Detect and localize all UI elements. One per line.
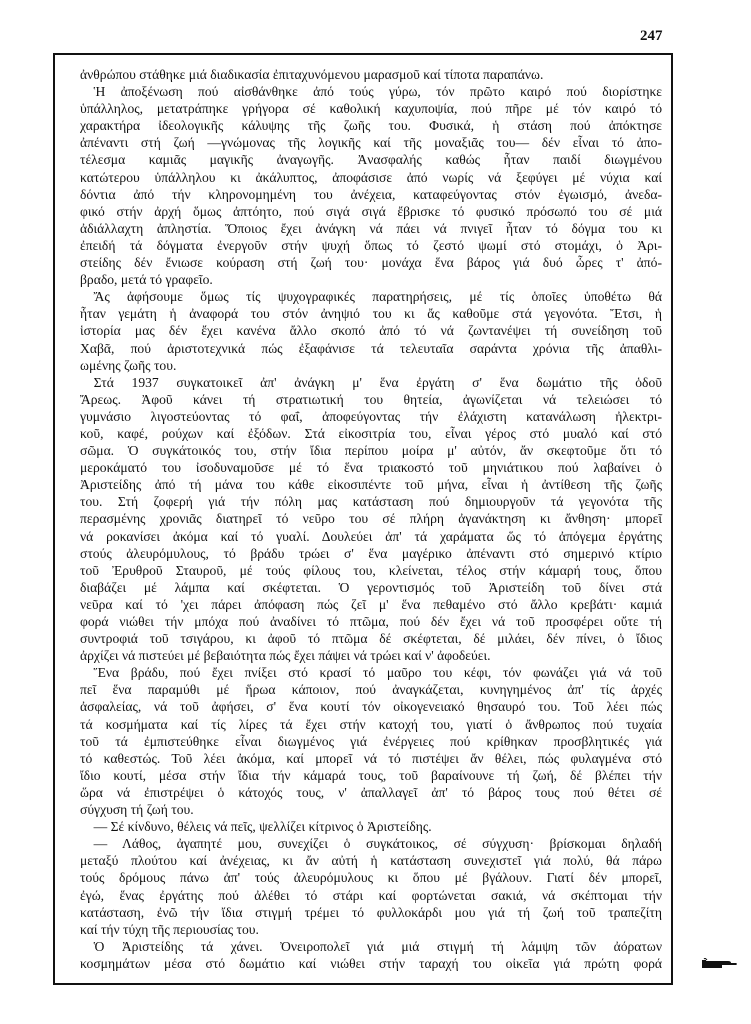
text-line: Ὁ Ἀριστείδης τά χάνει. Ὀνειροπολεῖ γιά μιά στιγμή τή λάμψη τῶν ἀόρατων: [80, 938, 662, 954]
text-line: κοσμημάτων μέσα στό δωμάτιο καί νιώθει στήν ταραχή του οἰκεῖα γιά πρώτη φορά: [80, 955, 662, 971]
text-line: τέλεσμα καμιᾶς μαγικῆς ἀναγωγῆς. Ἀνασφαλής καθώς ἦταν παιδί διωγμένου: [80, 152, 662, 168]
text-line: ἀρχίζει νά πιστεύει μέ βεβαιότητα πώς ἔχει πάψει νά τρώει καί ν' ἀφοδεύει.: [80, 648, 491, 664]
text-line: ωμένης ζωῆς του.: [80, 357, 177, 373]
text-line: τοῦ Ἐρυθροῦ Σταυροῦ, μέ τούς φίλους του, κλείνεται, τέλος στήν κάμαρή τους, ὅπου: [80, 562, 662, 578]
text-line: ἐπειδή τά δόγματα ἐνεργοῦν στήν ψυχή ὅπως τό ζεστό ψωμί στό στομάχι, ὁ Ἀρι-: [80, 237, 662, 253]
text-line: νεῦρα καί τό 'χει πάρει ἀπόφαση πώς ζεῖ μ' ἕνα πεθαμένο στό ἄλλο κρεβάτι· καμιά: [80, 596, 662, 612]
text-line: ἀπέναντι στή ζωή —γνώμονας τῆς λογικῆς καί τῆς μοναξιᾶς του— δέν εἶναι τό ἀπο-: [80, 135, 662, 151]
text-line: κοῦ, καφέ, ρούχων καί ἐξόδων. Στά εἰκοσιτρία του, εἶναι γέρος στό μυαλό καί στό: [80, 425, 662, 441]
text-line: Ἡ ἀποξένωση πού αἰσθάνθηκε ἀπό τούς γύρω, τόν πρῶτο καιρό πού διορίστηκε: [80, 84, 662, 100]
text-line: μεταξύ πλούτου καί ἀνέχειας, κι ἄν αὐτή ἡ κατάσταση συνεχιστεῖ γιά πολύ, θά πάρω: [80, 853, 662, 869]
pointing-hand-icon: [700, 958, 740, 970]
text-line: ἀνθρώπου στάθηκε μιά διαδικασία ἐπιταχυνόμενου μαρασμοῦ καί τίποτα παραπάνω.: [80, 67, 544, 82]
text-line: διαβάζει μέ λάμπα καί σκέφτεται. Ὁ γεροντισμός τοῦ Ἀριστείδη τοῦ δίνει στά: [80, 579, 662, 595]
text-line: δόντια ἀπό τήν κληρονομημένη του ἀνέχεια, καταφεύγοντας στόν ἐγωισμό, ἀνεδα-: [80, 186, 662, 202]
text-line: ἐγώ, ἕνας ἐργάτης πού ἀλέθει τό στάρι καί φορτώνεται σακιά, νά σκέπτομαι τήν: [80, 887, 662, 903]
text-line: — Λάθος, ἀγαπητέ μου, συνεχίζει ὁ συγκάτοικος, σέ σύγχυση· βρίσκομαι δηλαδή: [80, 836, 662, 852]
text-line: σῶμα. Ὁ συγκάτοικός του, στήν ἴδια περίπου μοίρα μ' αὐτόν, ἄν σκεφτοῦμε ὅτι τό: [80, 443, 662, 459]
text-line: στείδης δέν ἔνιωσε κούραση στή ζωή του· μονάχα ἕνα βάρος γιά δυό ὧρες τ' ἀπό-: [80, 255, 662, 271]
text-line: Στά 1937 συγκατοικεῖ ἀπ' ἀνάγκη μ' ἕνα ἐργάτη σ' ἕνα δωμάτιο τῆς ὁδοῦ: [80, 374, 662, 390]
text-line: τούς δρόμους πάνω ἀπ' τούς ἀλευρόμυλους κι ὅπου μέ βγάλουν. Γιατί δέν μπορεῖ,: [80, 870, 662, 886]
text-line: ἀδιάλλαχτη ἀπληστία. Ὅποιος ἔχει ἀνάγκη νά πάει νά πνιγεῖ ἦταν τό δόγμα του κι: [80, 220, 662, 236]
text-line: Ἄρεως. Ἀφοῦ κάνει τή στρατιωτική του θητεία, ἀγωνίζεται νά τελειώσει τό: [80, 391, 662, 407]
body-text: [80, 66, 662, 972]
text-line: Ἄς ἀφήσουμε ὅμως τίς ψυχογραφικές παρατηρήσεις, μέ τίς ὁποῖες ὑποθέτω θά: [80, 289, 662, 305]
text-line: του. Στή ζοφερή γιά τήν πόλη μας κατάσταση πού δημιουργοῦν τά γεγονότα τῆς: [80, 494, 662, 510]
text-line: σύγχυση τή ζωή του.: [80, 802, 194, 818]
text-line: — Σέ κίνδυνο, θέλεις νά πεῖς, ψελλίζει κίτρινος ὁ Ἀριστείδης.: [80, 819, 432, 835]
text-line: περασμένης χρονιᾶς διατηρεῖ τό νεῦρο του σέ πλήρη ἀγανάκτηση κι ἄνθηση· μπορεῖ: [80, 511, 662, 527]
text-line: φορά νιώθει τήν μπόχα πού ἀναδίνει τό πτῶμα, πού δέν ἔχει νά τοῦ προσφέρει οὔτε τή: [80, 614, 662, 629]
text-line: ἀσφαλείας, νά τοῦ ἀφήσει, σ' ἕνα κουτί τόν οἰκογενειακό θησαυρό του. Τοῦ λέει πώς: [80, 699, 662, 715]
text-line: κατάσταση, ἐνῶ τήν ἴδια στιγμή τρέμει τό φυλλοκάρδι μου γιά τή ζωή τοῦ τραπεζίτη: [80, 904, 662, 920]
text-line: ὥρα νά ἐπιστρέψει ὁ κάτοχός τους, ν' ἀπαλλαγεῖ ἀπ' τό βάρος τους πού θέτει σέ: [80, 784, 662, 800]
text-line: βραδο, μετά τό γραφεῖο.: [80, 272, 213, 288]
text-line: Χαβᾶ, πού ἀριστοτεχνικά πώς ἐξαφάνισε τά τελευταῖα σαράντα χρόνια τῆς ἀπαθλι-: [80, 340, 662, 356]
text-line: συντροφιά τοῦ τσιγάρου, κι ἀφοῦ τό πτῶμα δέ σκέφτεται, δέ μιλάει, δέν πίνει, ὁ ἴδιος: [80, 631, 662, 647]
text-line: ὑπάλληλος, μετατράπηκε γρήγορα σέ καθολική καχυποψία, πού πῆρε μέ τόν καιρό τό: [80, 101, 662, 117]
text-line: πεῖ ἕνα παραμύθι μέ ἥρωα κάποιον, πού ἀναγκάζεται, κυνηγημένος ἀπ' τίς ἀρχές: [80, 682, 662, 698]
text-line: ἴδιο κουτί, μέσα στήν ἴδια τήν κάμαρά τους, τοῦ βαραίνουνε τή ζωή, δέ βλέπει τήν: [80, 767, 662, 783]
text-line: μεροκάματό του ἰσοδυναμοῦσε μέ τό ἕνα τριακοστό τοῦ μηνιάτικου πού λαβαίνει ὁ: [80, 460, 662, 476]
text-line: γυμνάσιο λιγοστεύοντας τό φαΐ, ἀποφεύγοντας τήν ἐλάχιστη κατανάλωση ἠλεκτρι-: [80, 408, 662, 424]
text-line: καί τήν τύχη τῆς περιουσίας του.: [80, 921, 259, 937]
page-number: 247: [640, 28, 663, 44]
text-line: ἱστορία μας δέν ἔχει κανένα ἄλλο σκοπό ἀπό τό νά ζωντανέψει τή συνείδηση τοῦ: [80, 323, 662, 339]
text-line: τό καθεστώς. Τοῦ λέει ἀκόμα, καί μπορεῖ νά τό πιστέψει ἄν θέλει, πώς φυλαγμένα στό: [80, 750, 662, 766]
text-line: φικό στήν ἀρχή ὅμως ἀπτόητο, πού σιγά σιγά ἔβρισκε τό φυσικό πρόσωπό του σέ μιά: [80, 203, 662, 219]
text-line: Ἀριστείδης ἀπό τή μάνα του κάθε εἰκοσιπέντε τοῦ μήνα, εἶναι ἡ ἀντίθεση τῆς ζωῆς: [80, 477, 662, 493]
text-line: τοῦ τά ἐμπιστεύθηκε εἶναι διωγμένος γιά ἐνέργειες πού κρίθηκαν προσβλητικές γιά: [80, 733, 662, 749]
text-line: στούς ἀλευρόμυλους, τό βράδυ τρώει σ' ἕνα μαγέρικο ἀπέναντι στό σημερινό κτίριο: [80, 545, 662, 561]
text-line: τά κοσμήματα καί τίς λίρες τά ἔχει στήν κατοχή του, γιατί ὁ ἄνθρωπος πού τυχαία: [80, 716, 662, 732]
text-line: χαρακτήρα ἰδεολογικῆς κάλυψης τῆς ζωῆς του. Φυσικά, ἡ στάση πού ἀπόκτησε: [80, 118, 662, 134]
text-line: κατώτερου ὑπάλληλου κι ἀκάλυπτος, ἀποφάσισε ἀπό νωρίς νά ξεφύγει μέ νύχια καί: [80, 169, 662, 185]
text-line: ἦταν γεμάτη ἡ ἀναφορά του στόν ἀνηψιό του κι ἄς καθοῦμε στά γεγονότα. Ἔτσι, ἡ: [80, 306, 662, 322]
text-line: Ἕνα βράδυ, πού ἔχει πνίξει στό κρασί τό μαῦρο του κέφι, τόν φωνάζει γιά νά τοῦ: [80, 665, 662, 681]
text-line: νά ροκανίσει ἀκόμα καί τό γυαλί. Δουλεύει ἀπ' τά χαράματα ὥς τό ἀπόγεμα ἐργάτης: [80, 528, 662, 544]
